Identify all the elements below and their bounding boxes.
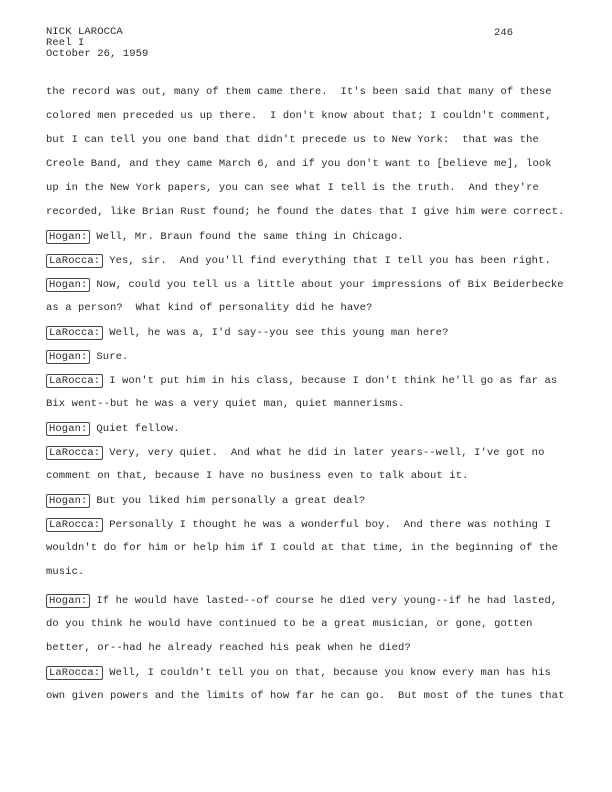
speaker-label: Hogan: [46,494,90,508]
line-text: Well, Mr. Braun found the same thing in Chicago. [96,231,404,243]
transcript-line [46,518,551,532]
line-text: Well, I couldn't tell you on that, because you know every man has his [109,667,551,679]
transcript-line [46,690,564,702]
transcript-line [46,374,557,388]
transcript-line [46,86,552,98]
line-text: better, or--had he already reached his peak when he died? [46,642,411,654]
speaker-label: LaRocca: [46,666,103,680]
line-text: Bix went--but he was a very quiet man, quiet mannerisms. [46,398,405,410]
speaker-label: LaRocca: [46,374,103,388]
transcript-line [46,158,552,170]
transcript-line [46,350,128,364]
transcript-line [46,618,532,630]
line-text: But you liked him personally a great deal? [96,495,366,507]
transcript-line [46,230,404,244]
interviewee-name: NICK LAROCCA [46,26,123,38]
transcript-line [46,642,411,654]
line-text: I won't put him in his class, because I don't think he'll go as far as [109,375,558,387]
transcript-line [46,182,539,194]
line-text: Personally I thought he was a wonderful boy. And there was nothing I [109,519,551,531]
line-text: own given powers and the limits of how far he can go. But most of the tunes that [46,690,565,702]
line-text: but I can tell you one band that didn't precede us to New York: that was the [46,134,539,146]
transcript-line [46,566,84,578]
page-header [46,27,148,60]
line-text: do you think he would have continued to be a great musician, or gone, gotten [46,618,533,630]
line-text: Quiet fellow. [96,423,180,435]
line-text: Very, very quiet. And what he did in later years--well, I've got no [109,447,545,459]
line-text: colored men preceded us up there. I don't know about that; I couldn't comment, [46,110,552,122]
transcript-line [46,666,551,680]
speaker-label: Hogan: [46,350,90,364]
speaker-label: LaRocca: [46,518,103,532]
transcript-line [46,206,564,218]
line-text: Well, he was a, I'd say--you see this young man here? [109,327,449,339]
speaker-label: LaRocca: [46,326,103,340]
transcript-line [46,398,404,410]
transcript-line [46,254,551,268]
interview-date: October 26, 1959 [46,48,149,60]
line-text: wouldn't do for him or help him if I could at that time, in the beginning of the [46,542,559,554]
line-text: comment on that, because I have no business even to talk about it. [46,470,469,482]
speaker-label: LaRocca: [46,254,103,268]
line-text: Creole Band, and they came March 6, and if you don't want to [believe me], look [46,158,552,170]
transcript-line [46,422,180,436]
line-text: up in the New York papers, you can see what I tell is the truth. And they're [46,182,539,194]
line-text: music. [46,566,85,578]
transcript-line [46,594,557,608]
speaker-label: Hogan: [46,230,90,244]
transcript-line [46,134,539,146]
page-number: 246 [494,27,514,39]
transcript-line [46,446,545,460]
transcript-line [46,494,365,508]
transcript-line [46,110,552,122]
line-text: Yes, sir. And you'll find everything that I tell you has been right. [109,255,551,267]
reel-label: Reel I [46,37,85,49]
transcript-line [46,302,372,314]
line-text: recorded, like Brian Rust found; he found the dates that I give him were correct. [46,206,565,218]
speaker-label: Hogan: [46,422,90,436]
line-text: as a person? What kind of personality did he have? [46,302,373,314]
speaker-label: Hogan: [46,594,90,608]
speaker-label: LaRocca: [46,446,103,460]
transcript-line [46,278,564,292]
transcript-line [46,326,448,340]
transcript-line [46,470,468,482]
transcript-line [46,542,558,554]
line-text: If he would have lasted--of course he died very young--if he had lasted, [96,595,558,607]
line-text: the record was out, many of them came there. It's been said that many of these [46,86,552,98]
speaker-label: Hogan: [46,278,90,292]
line-text: Sure. [96,351,129,363]
line-text: Now, could you tell us a little about your impressions of Bix Beiderbecke [96,279,564,291]
